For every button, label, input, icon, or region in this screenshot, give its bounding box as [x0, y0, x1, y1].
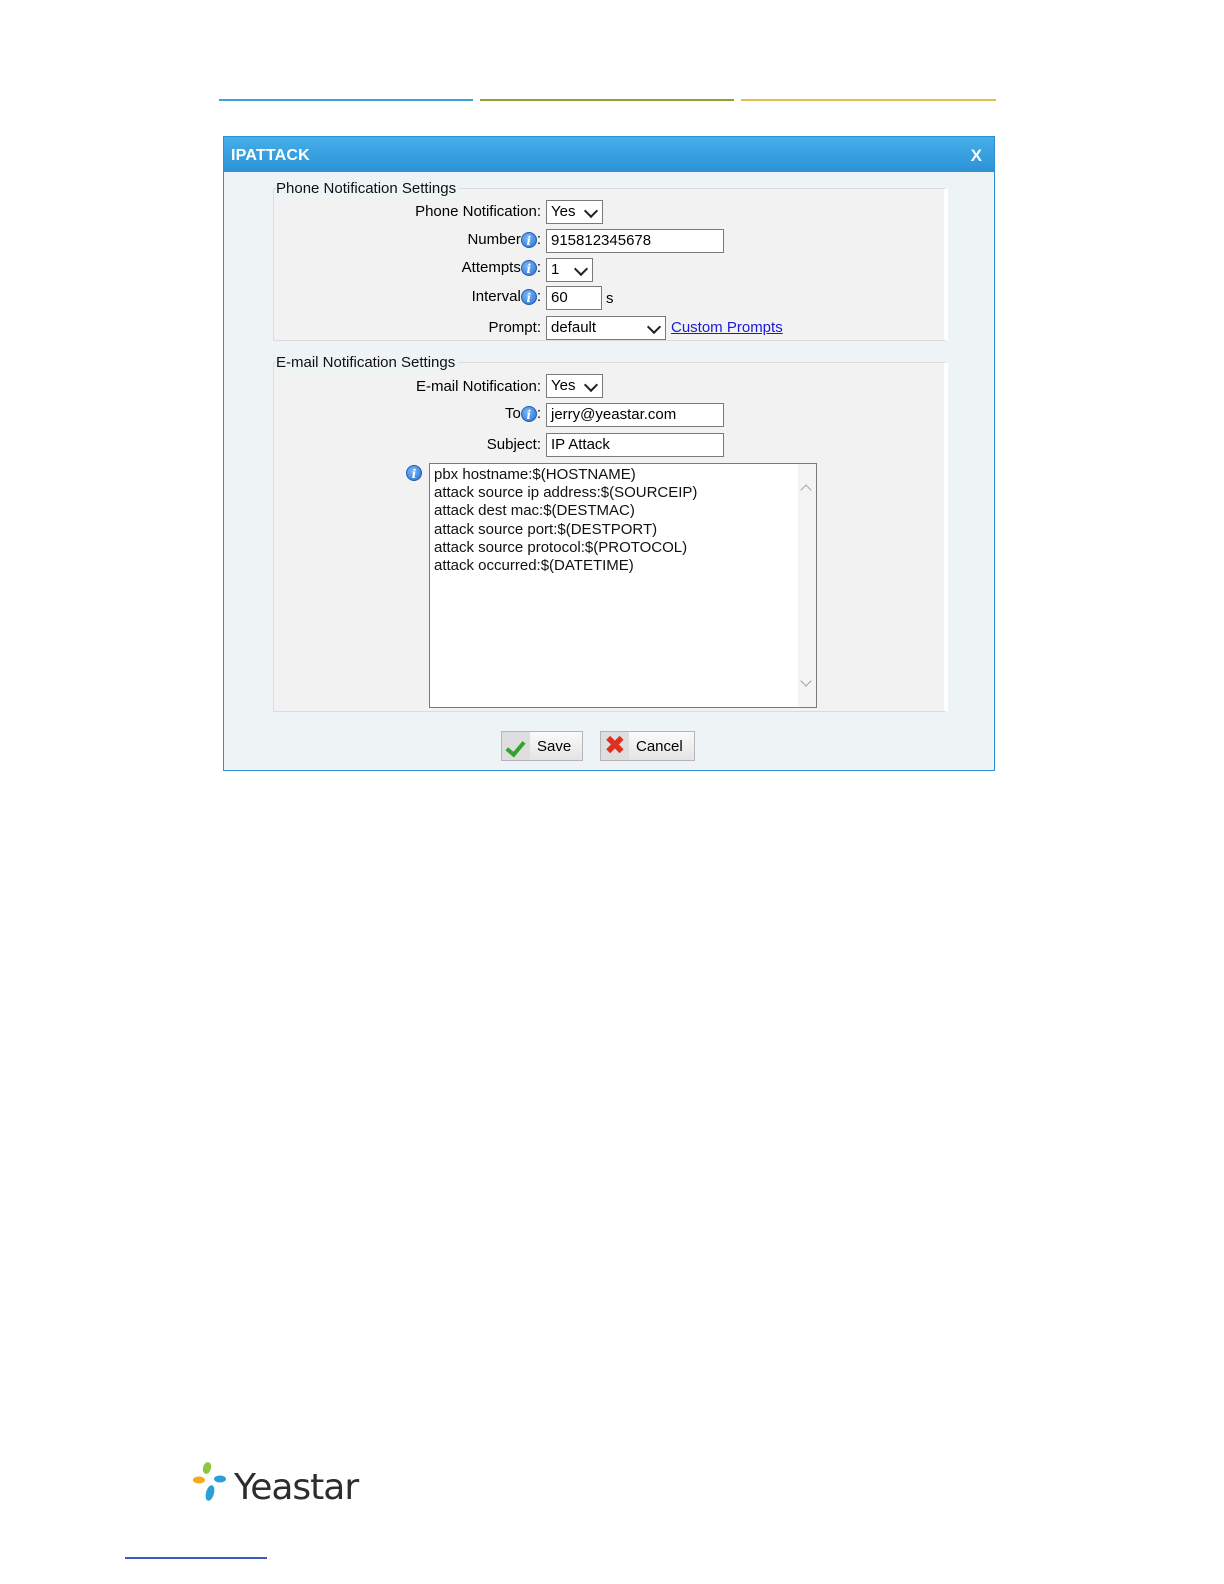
- interval-unit: s: [606, 290, 614, 307]
- phone-notification-label: Phone Notification:: [415, 203, 541, 220]
- body-line: attack source protocol:$(PROTOCOL): [434, 538, 688, 556]
- cancel-icon-box: [601, 732, 629, 760]
- body-line: attack occurred:$(DATETIME): [434, 557, 634, 575]
- ipattack-dialog: [223, 136, 995, 771]
- textarea-scrollbar[interactable]: [798, 464, 816, 707]
- number-input[interactable]: 915812345678: [546, 229, 724, 253]
- info-icon[interactable]: i: [521, 406, 537, 422]
- scroll-down-icon[interactable]: [800, 675, 811, 686]
- prompt-select[interactable]: default: [546, 316, 666, 340]
- info-icon[interactable]: i: [521, 289, 537, 305]
- phone-section-legend: Phone Notification Settings: [276, 180, 459, 197]
- number-label: Number i :: [467, 231, 541, 249]
- phone-notification-select[interactable]: Yes: [546, 200, 603, 224]
- prompt-label: Prompt:: [488, 319, 541, 336]
- save-icon-box: [502, 732, 530, 760]
- info-icon[interactable]: i: [521, 260, 537, 276]
- checkmark-icon: [506, 737, 526, 758]
- save-button-label: Save: [537, 738, 572, 755]
- chevron-down-icon: [584, 204, 598, 218]
- info-icon[interactable]: i: [406, 465, 422, 481]
- dialog-titlebar: [224, 137, 994, 172]
- footer-line: [125, 1557, 267, 1559]
- header-line-green: [480, 99, 734, 101]
- info-icon[interactable]: i: [521, 232, 537, 248]
- interval-label: Interval i :: [471, 288, 541, 306]
- chevron-down-icon: [647, 320, 661, 334]
- attempts-label: Attempts i :: [461, 259, 541, 277]
- body-line: attack source port:$(DESTPORT): [434, 520, 658, 538]
- to-input[interactable]: jerry@yeastar.com: [546, 403, 724, 427]
- cancel-button[interactable]: [600, 731, 695, 761]
- attempts-select[interactable]: 1: [546, 258, 593, 282]
- chevron-down-icon: [584, 378, 598, 392]
- custom-prompts-link[interactable]: Custom Prompts: [671, 319, 783, 336]
- scroll-up-icon[interactable]: [800, 484, 811, 495]
- subject-input[interactable]: IP Attack: [546, 433, 724, 457]
- save-button[interactable]: [501, 731, 583, 761]
- email-notification-label: E-mail Notification:: [415, 378, 541, 395]
- dialog-title: IPATTACK: [231, 147, 310, 164]
- subject-label: Subject:: [486, 436, 541, 453]
- to-label: To i :: [504, 405, 541, 423]
- cancel-button-label: Cancel: [636, 738, 683, 755]
- interval-input[interactable]: 60: [546, 286, 602, 310]
- email-body-textarea[interactable]: [429, 463, 817, 708]
- body-line: pbx hostname:$(HOSTNAME): [434, 466, 636, 483]
- body-line: attack source ip address:$(SOURCEIP): [434, 484, 698, 502]
- email-section-legend: E-mail Notification Settings: [276, 354, 458, 371]
- header-line-yellow: [741, 99, 996, 101]
- body-line: attack dest mac:$(DESTMAC): [434, 502, 635, 520]
- chevron-down-icon: [574, 262, 588, 276]
- email-notification-select[interactable]: Yes: [546, 374, 603, 398]
- brand-name: Yeastar: [234, 1467, 359, 1508]
- close-button[interactable]: X: [970, 146, 982, 165]
- cross-icon: ✖: [604, 730, 626, 760]
- header-line-blue: [219, 99, 473, 101]
